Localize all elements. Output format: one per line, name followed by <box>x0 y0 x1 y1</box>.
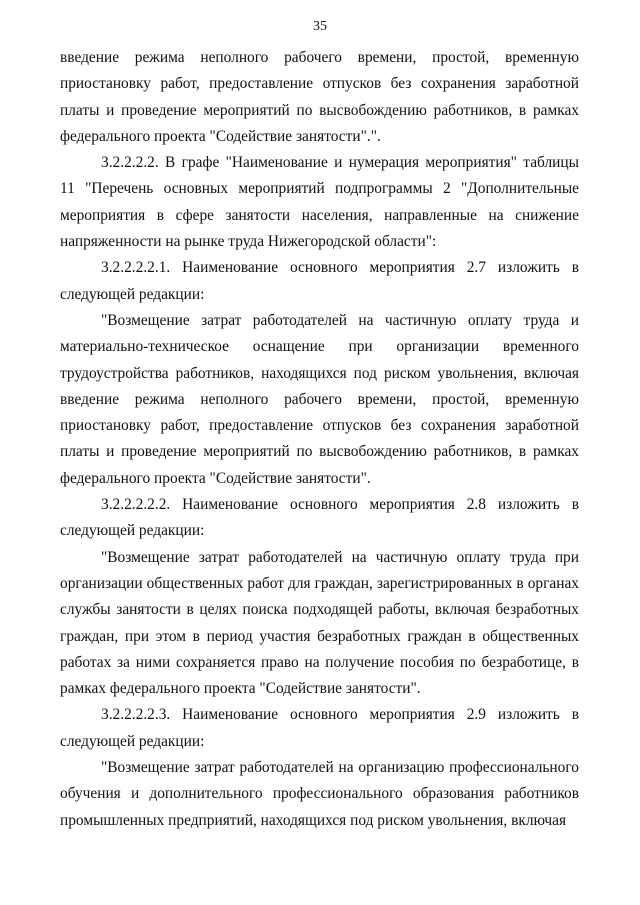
paragraph-quote-2-9: "Возмещение затрат работодателей на организацию профессионального обучения и дополнительного профессионального образования работников промышленных предприятий, находящихся под риском увольнения, включая <box>60 759 579 829</box>
paragraph-quote-2-7: "Возмещение затрат работодателей на частичную оплату труда и материально-техническое оснащение при организации временного трудоустройства работников, находящихся под риском увольнения, включая введение режима неполного рабочего времени, простой, временную приостановку работ, предоставление отпусков без сохранения заработной платы и проведение мероприятий по высвобождению работников, в рамках федерального проекта "Содействие занятости". <box>60 311 579 487</box>
paragraph-item-3-2-2-2-2: 3.2.2.2.2. В графе "Наименование и нумерация мероприятия" таблицы 11 "Перечень основных мероприятий подпрограммы 2 "Дополнительные мероприятия в сфере занятости населения, направленные на снижение напряженности на рынке труда Нижегородской области": <box>60 154 579 251</box>
document-body <box>60 45 579 834</box>
paragraph-continuation: введение режима неполного рабочего времени, простой, временную приостановку работ, предоставление отпусков без сохранения заработной платы и проведение мероприятий по высвобождению работников, в рамках федерального проекта "Содействие занятости".". <box>60 49 579 145</box>
paragraph-item-3-2-2-2-2-2: 3.2.2.2.2.2. Наименование основного мероприятия 2.8 изложить в следующей редакции: <box>60 496 579 540</box>
paragraph-quote-2-8: "Возмещение затрат работодателей на частичную оплату труда при организации общественных работ для граждан, зарегистрированных в органах службы занятости в целях поиска подходящей работы, включая безработных граждан, при этом в период участия безработных граждан в общественных работах за ними сохраняется право на получение пособия по безработице, в рамках федерального проекта "Содействие занятости". <box>60 548 579 698</box>
paragraph-item-3-2-2-2-2-1: 3.2.2.2.2.1. Наименование основного мероприятия 2.7 изложить в следующей редакции: <box>60 259 579 303</box>
page-number: 35 <box>313 19 327 34</box>
paragraph-item-3-2-2-2-2-3: 3.2.2.2.2.3. Наименование основного мероприятия 2.9 изложить в следующей редакции: <box>60 706 579 750</box>
